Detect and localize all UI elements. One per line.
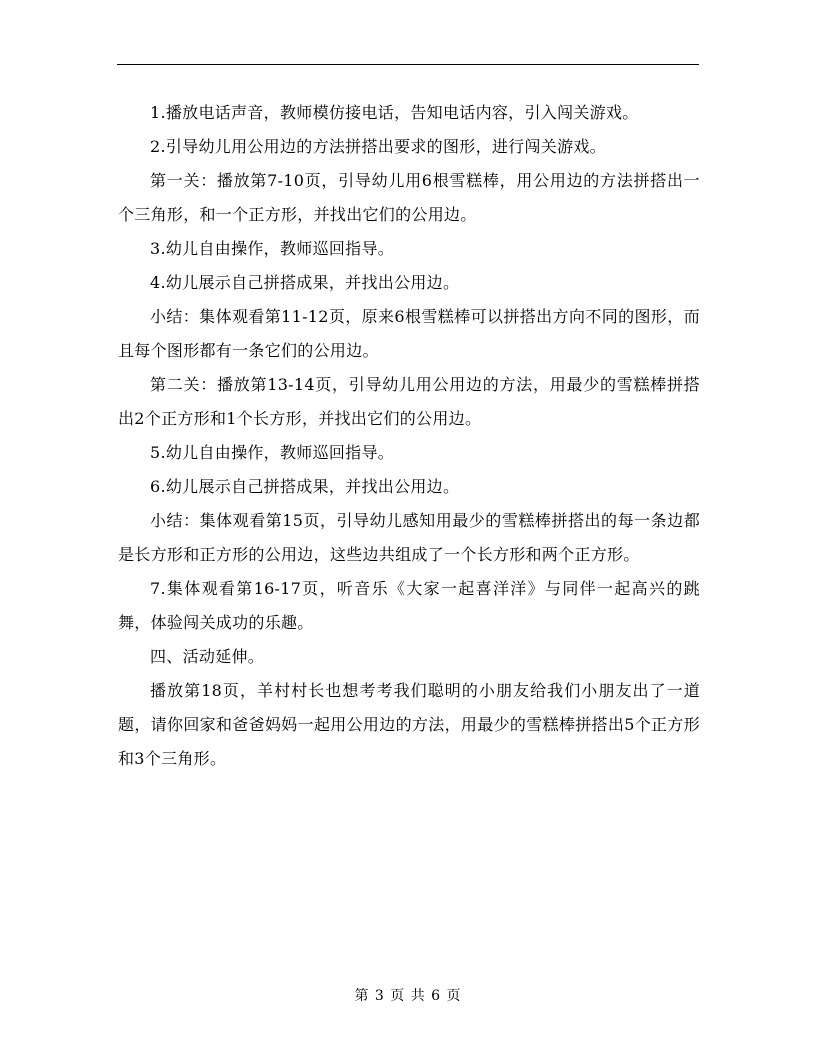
header-rule (117, 64, 699, 65)
paragraph: 5.幼儿自由操作，教师巡回指导。 (150, 443, 395, 462)
paragraph: 第一关：播放第7-10页，引导幼儿用6根雪糕棒，用公用边的方法拼搭出一个三角形，和一个正方形，并找出它们的公用边。 (118, 171, 700, 224)
paragraph: 小结：集体观看第11-12页，原来6根雪糕棒可以拼搭出方向不同的图形，而且每个图形都有一条它们的公用边。 (118, 307, 700, 360)
paragraph: 2.引导幼儿用公用边的方法拼搭出要求的图形，进行闯关游戏。 (150, 137, 606, 156)
paragraph: 3.幼儿自由操作，教师巡回指导。 (150, 239, 395, 258)
paragraph: 播放第18页，羊村村长也想考考我们聪明的小朋友给我们小朋友出了一道题，请你回家和爸爸妈妈一起用公用边的方法，用最少的雪糕棒拼搭出5个正方形和3个三角形。 (118, 681, 700, 768)
paragraph: 第二关：播放第13-14页，引导幼儿用公用边的方法，用最少的雪糕棒拼搭出2个正方形和1个长方形，并找出它们的公用边。 (118, 375, 700, 428)
page-number-footer: 第 3 页 共 6 页 (354, 988, 462, 1004)
paragraph: 6.幼儿展示自己拼搭成果，并找出公用边。 (150, 477, 460, 496)
section-heading: 四、活动延伸。 (150, 647, 265, 666)
document-body (118, 96, 700, 776)
paragraph: 7.集体观看第16-17页，听音乐《大家一起喜洋洋》与同伴一起高兴的跳舞，体验闯关成功的乐趣。 (118, 579, 700, 632)
paragraph: 小结：集体观看第15页，引导幼儿感知用最少的雪糕棒拼搭出的每一条边都是长方形和正方形的公用边，这些边共组成了一个长方形和两个正方形。 (118, 511, 700, 564)
paragraph: 1.播放电话声音，教师模仿接电话，告知电话内容，引入闯关游戏。 (150, 103, 639, 122)
paragraph: 4.幼儿展示自己拼搭成果，并找出公用边。 (150, 273, 460, 292)
